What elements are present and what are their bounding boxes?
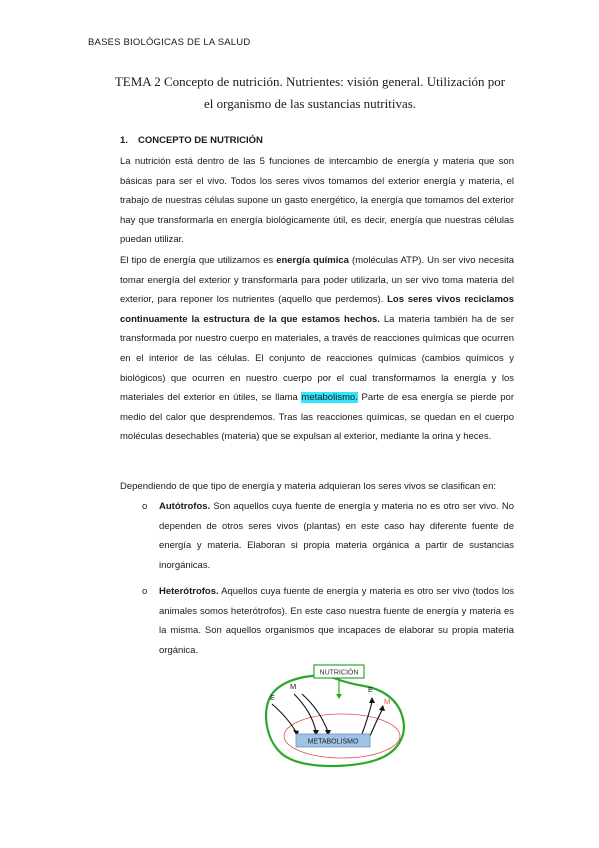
metabolismo-label: METABOLISMO [307, 738, 359, 746]
label-m-right: M [384, 697, 391, 706]
heterotrofos-text: Aquellos cuya fuente de energía y materia es otro ser vivo (todos los animales somos heterótrofos). En este caso nuestra fuente de energía y materia es la misma. Son aquellos organismos que incapaces de elaborar su propia materia orgánica. [159, 586, 514, 656]
section-heading-text: CONCEPTO DE NUTRICIÓN [138, 135, 263, 146]
bullet-autotrofos [159, 497, 514, 575]
bullet-marker: o [142, 586, 148, 597]
running-header: BASES BIOLÓGICAS DE LA SALUD [88, 37, 251, 48]
arrowhead-out-1 [369, 697, 375, 703]
nutricion-label: NUTRICIÓN [319, 669, 359, 677]
nutrition-diagram [258, 660, 418, 770]
bullet-marker: o [142, 501, 148, 512]
p2-text-a: El tipo de energía que utilizamos es [120, 255, 277, 266]
p2-text-g: Parte de esa energía se pierde por medio del calor que desprendemos. Tras las reacciones químicas, se quedan en el cuerpo moléculas desechables (materia) que se expulsan al exterior, mediante la orina y heces. [120, 392, 514, 443]
p2-bold-reciclamos: Los seres vivos reciclamos continuamente la estructura de la que estamos hechos. [120, 294, 514, 325]
title-line-2: el organismo de las sustancias nutritivas. [203, 96, 417, 111]
highlight-metabolismo: metabolismo. [301, 392, 358, 404]
label-m-left: M [290, 682, 297, 691]
page-title [110, 71, 510, 115]
p2-text-e: La materia también ha de ser transformada por nuestro cuerpo en materiales, a través de reacciones químicas que ocurren en el interior de las células. El conjunto de reacciones químicas (cambios químicos y biológicos) que ocurren en nuestro cuerpo por el cual transformamos la energía y los materiales del exterior en útiles, se llama [120, 313, 514, 404]
arrow-matter-in [294, 694, 316, 732]
arrow-matter-out [370, 710, 382, 736]
bullet-heterotrofos [159, 582, 514, 660]
arrow-energy-out [362, 702, 372, 734]
autotrofos-text: Son aquellos cuya fuente de energía y materia no es otro ser vivo. No dependen de otros seres vivos (plantas) en este caso hay diferente fuente de energía y materia. Elaboran si propia materia orgánica a partir de sustancias inorgánicas. [159, 501, 514, 571]
paragraph-2 [120, 251, 514, 447]
term-heterotrofos: Heterótrofos. [159, 586, 219, 597]
label-e-right: E [368, 685, 374, 694]
term-autotrofos: Autótrofos. [159, 501, 211, 512]
p2-bold-energia-quimica: energía química [276, 255, 349, 266]
section-number: 1. [120, 135, 128, 146]
arrow-energy-in [272, 704, 296, 732]
p2-text-c: (moléculas ATP). Un ser vivo necesita tomar energía del exterior y transformarla para poder utilizarla, un ser vivo toma materia del exterior, para reponer los nutrientes (aquello que perdemos). [120, 255, 514, 306]
section-heading [120, 135, 263, 146]
title-line-1: TEMA 2 Concepto de nutrición. Nutrientes: visión general. Utilización por [114, 74, 506, 89]
paragraph-3: Dependiendo de que tipo de energía y materia adquieran los seres vivos se clasifican en: [120, 481, 497, 492]
label-e-left: E [270, 693, 276, 702]
nutricion-arrowhead [336, 694, 342, 699]
paragraph-1: La nutrición está dentro de las 5 funciones de intercambio de energía y materia que son básicas para ser el vivo. Todos los seres vivos tomamos del exterior energía y materia, el trabajo de nuestras células supone un gasto energético, la energía que tomamos del exterior hay que transformarla en energía biológicamente útil, es decir, energía que nuestras células puedan utilizar. [120, 156, 514, 246]
